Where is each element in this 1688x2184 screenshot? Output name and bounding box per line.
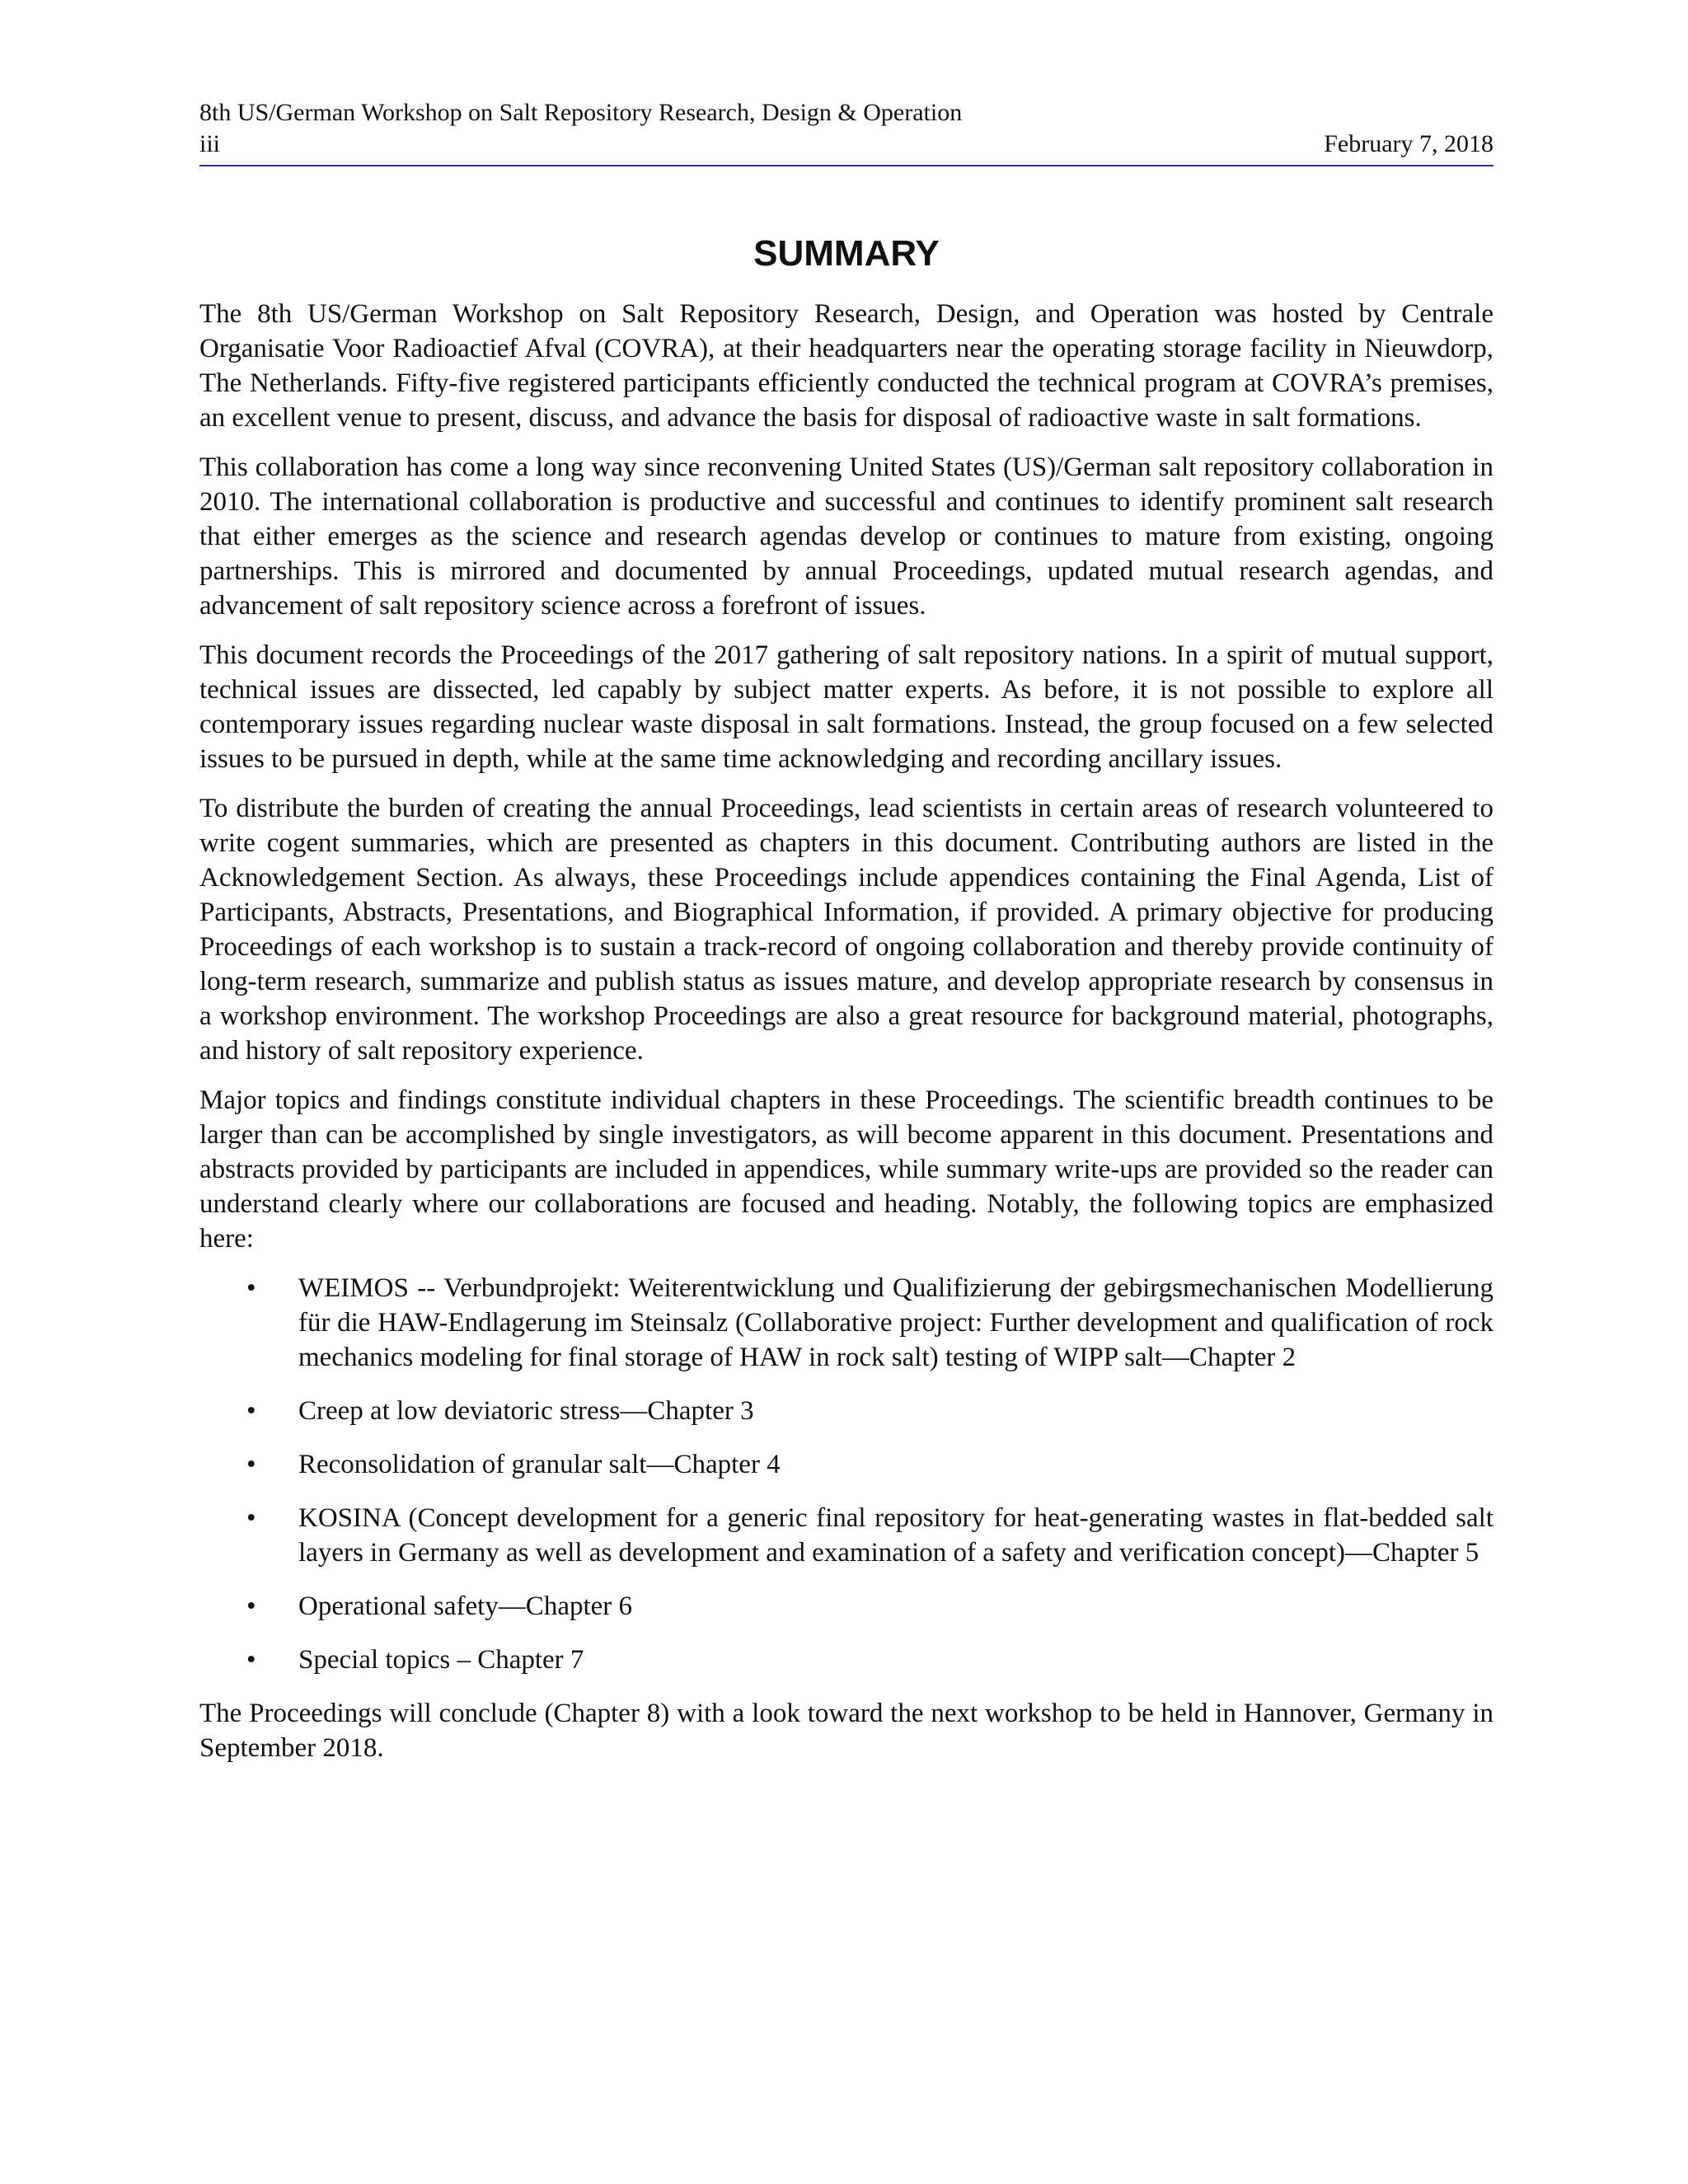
- document-page: [199, 97, 1493, 1780]
- paragraph-distribution: To distribute the burden of creating the annual Proceedings, lead scientists in certain areas of research volunteered to write cogent summaries, which are presented as chapters in this document. Contributing authors are listed in the Acknowledgement Section. As always, these Proceedings include appendices containing the Final Agenda, List of Participants, Abstracts, Presentations, and Biographical Information, if provided. A primary objective for producing Proceedings of each workshop is to sustain a track-record of ongoing collaboration and thereby provide continuity of long-term research, summarize and publish status as issues mature, and develop appropriate research by consensus in a workshop environment. The workshop Proceedings are also a great resource for background material, photographs, and history of salt repository experience.: [199, 794, 1493, 1066]
- bullet-icon: •: [246, 1450, 256, 1479]
- list-item-text: Operational safety—Chapter 6: [298, 1591, 633, 1621]
- list-item-text: Special topics – Chapter 7: [298, 1645, 584, 1675]
- paragraph-closing: The Proceedings will conclude (Chapter 8) with a look toward the next workshop to be held in Hannover, Germany in September 2018.: [199, 1699, 1493, 1763]
- summary-heading: SUMMARY: [753, 233, 940, 274]
- paragraph-topics: Major topics and findings constitute individual chapters in these Proceedings. The scientific breadth continues to be larger than can be accomplished by single investigators, as will become apparent in this document. Presentations and abstracts provided by participants are included in appendices, while summary write-ups are provided so the reader can understand clearly where our collaborations are focused and heading. Notably, the following topics are emphasized here:: [199, 1085, 1493, 1254]
- running-header-row: [199, 129, 1493, 160]
- bullet-icon: •: [246, 1396, 256, 1426]
- paragraph-collaboration: This collaboration has come a long way since reconvening United States (US)/German salt repository collaboration in 2010. The international collaboration is productive and successful and continues to identify prominent salt research that either emerges as the science and research agendas develop or continues to mature from existing, ongoing partnerships. This is mirrored and documented by annual Proceedings, updated mutual research agendas, and advancement of salt repository science across a forefront of issues.: [199, 452, 1493, 621]
- paragraph-intro: The 8th US/German Workshop on Salt Repository Research, Design, and Operation was hosted by Centrale Organisatie Voor Radioactief Afval (COVRA), at their headquarters near the operating storage facility in Nieuwdorp, The Netherlands. Fifty-five registered participants efficiently conducted the technical program at COVRA’s premises, an excellent venue to present, discuss, and advance the basis for disposal of radioactive waste in salt formations.: [199, 299, 1493, 433]
- header-date: February 7, 2018: [1324, 130, 1493, 157]
- list-item: [199, 1447, 1493, 1482]
- list-item: [199, 1271, 1493, 1375]
- running-header-title: 8th US/German Workshop on Salt Repository Research, Design & Operation: [199, 99, 963, 126]
- list-item-text: KOSINA (Concept development for a generic final repository for heat-generating wastes in flat-bedded salt layers in Germany as well as development and examination of a safety and verification concept)—Chapter 5: [298, 1503, 1493, 1568]
- list-item: [199, 1501, 1493, 1570]
- list-item: [199, 1394, 1493, 1428]
- list-item-text: WEIMOS -- Verbundprojekt: Weiterentwicklung und Qualifizierung der gebirgsmechanischen Modellierung für die HAW-Endlagerung im Steinsalz (Collaborative project: Further development and qualification of rock mechanics modeling for final storage of HAW in rock salt) testing of WIPP salt—Chapter 2: [298, 1273, 1493, 1372]
- paragraph-proceedings: This document records the Proceedings of the 2017 gathering of salt repository nations. In a spirit of mutual support, technical issues are dissected, led capably by subject matter experts. As before, it is not possible to explore all contemporary issues regarding nuclear waste disposal in salt formations. Instead, the group focused on a few selected issues to be pursued in depth, while at the same time acknowledging and recording ancillary issues.: [199, 640, 1493, 774]
- bullet-icon: •: [246, 1273, 256, 1303]
- page-number: iii: [199, 130, 221, 157]
- bullet-icon: •: [246, 1503, 256, 1533]
- bullet-icon: •: [246, 1591, 256, 1621]
- topic-list: [199, 1271, 1493, 1677]
- header-rule: [199, 165, 1493, 166]
- list-item-text: Creep at low deviatoric stress—Chapter 3: [298, 1396, 754, 1426]
- list-item: [199, 1589, 1493, 1624]
- list-item: [199, 1643, 1493, 1677]
- bullet-icon: •: [246, 1645, 256, 1675]
- list-item-text: Reconsolidation of granular salt—Chapter 4: [298, 1450, 781, 1479]
